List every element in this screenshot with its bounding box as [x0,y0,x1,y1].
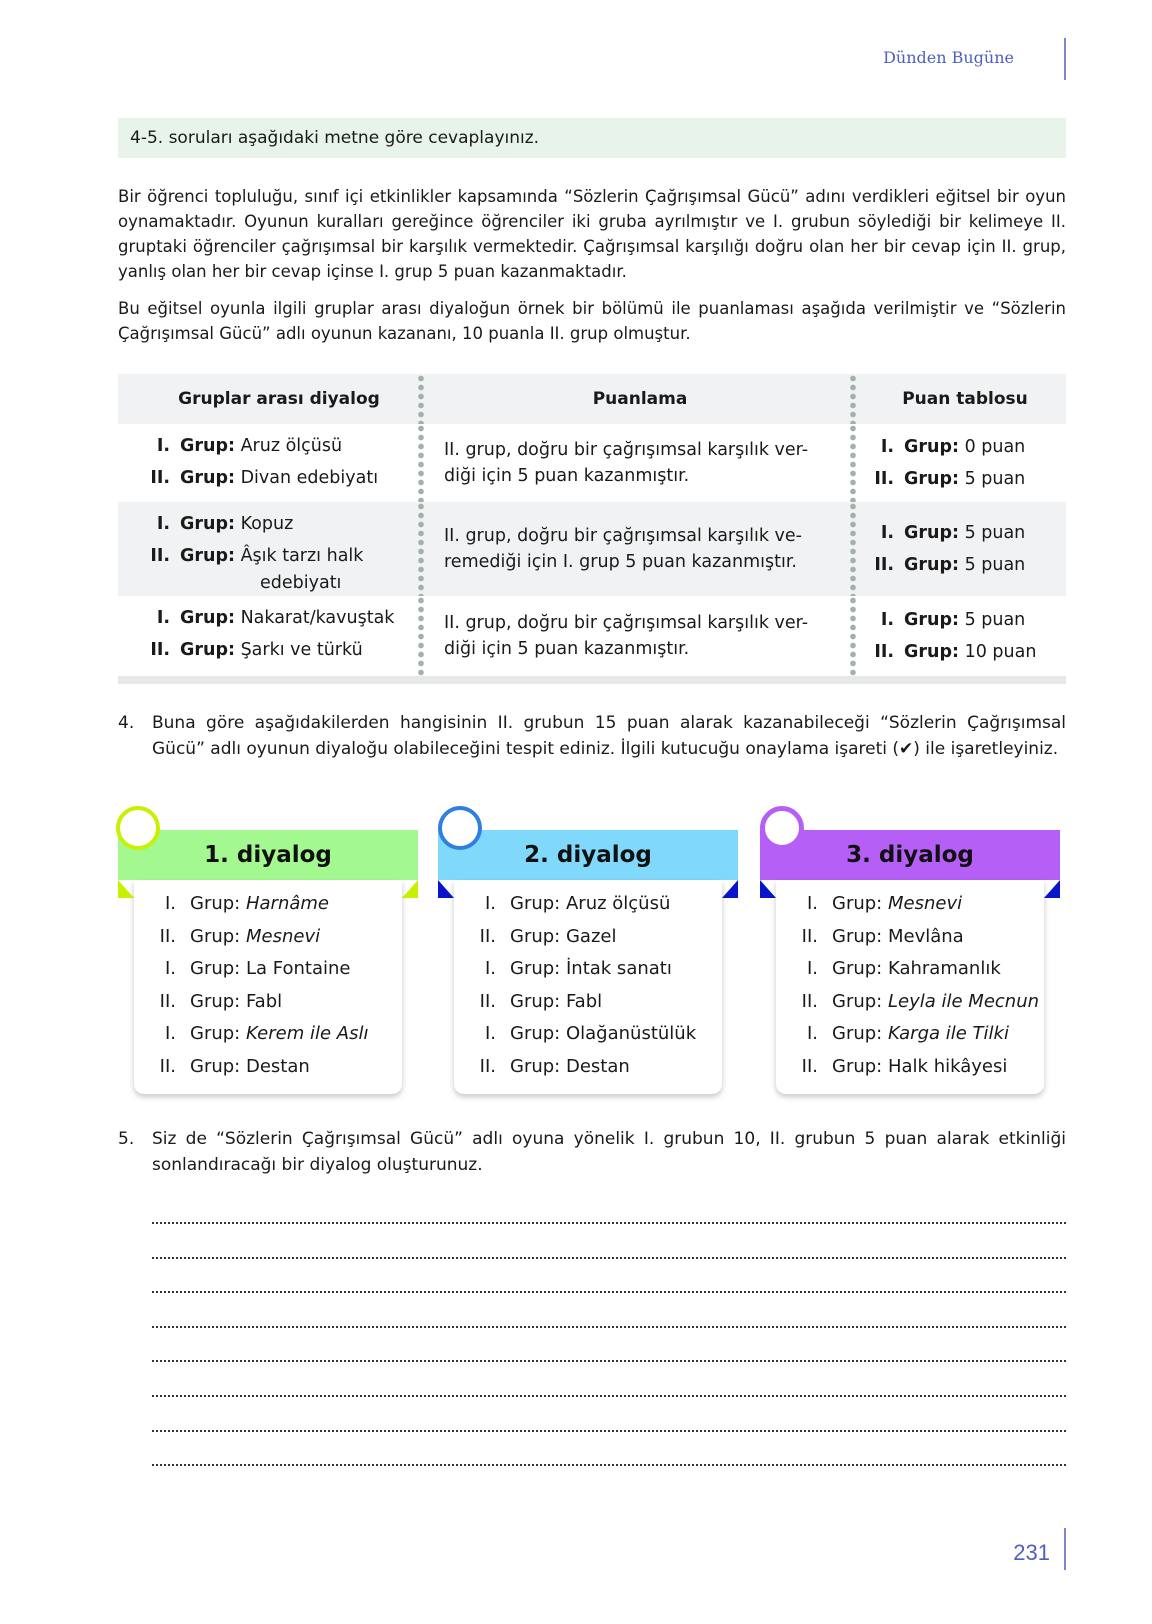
group-label: Grup: [832,1055,883,1077]
answer-line[interactable] [152,1395,1066,1397]
dialog-word: Kerem ile Aslı [245,1023,369,1044]
scoring-text: II. grup, doğru bir çağrışımsal karşılık ve- [444,526,802,546]
dotted-separator [850,596,856,676]
dialog-word: Kahramanlık [887,958,1001,979]
dialog-word: Kopuz [240,514,294,534]
dialog-word: Divan edebiyatı [240,468,379,488]
dotted-separator [418,374,424,424]
group-label: Grup: [904,469,959,489]
dialog-word: Aruz ölçüsü [240,436,343,456]
answer-line[interactable] [152,1291,1066,1293]
dialog-line [776,1051,1044,1084]
score-cell [850,424,1066,502]
dialog-line [140,540,418,572]
card-body [776,880,1044,1094]
page-number: 231 [1013,1540,1050,1565]
dotted-separator [418,502,424,596]
group-label: Grup: [832,958,883,979]
group-label: Grup: [904,642,959,662]
table-header-row [118,374,1066,424]
dialog-word: Mevlâna [887,925,964,947]
score-value: 5 puan [964,555,1026,575]
dialog-word: Harnâme [245,893,329,914]
group-number: II. [801,925,818,947]
dialog-line [134,953,402,986]
group-label: Grup: [510,925,561,947]
group-label: Grup: [190,958,241,979]
card-title: 2. diyalog [524,842,652,868]
group-number: II. [159,925,176,947]
group-number: I. [484,893,496,914]
dialog-line [454,1051,722,1084]
group-label: Grup: [180,436,235,456]
group-label: Grup: [510,1023,561,1044]
answer-line[interactable] [152,1430,1066,1432]
group-number: II. [801,1055,818,1077]
dialog-line [140,634,418,666]
group-label: Grup: [904,437,959,457]
chapter-title: Dünden Bugüne [883,48,1014,67]
group-number: I. [880,523,894,543]
group-label: Grup: [190,990,241,1012]
dialog-line [776,921,1044,954]
table-row [118,424,1066,502]
dialog-line [776,986,1044,1019]
score-line [864,517,1066,549]
group-number: I. [806,893,818,914]
column-header: Puanlama [592,389,688,409]
scoring-text: diği için 5 puan kazanmıştır. [444,466,690,486]
question-4 [118,710,1066,762]
dialog-word: Leyla ile Mecnun [887,990,1040,1012]
table-row [118,502,1066,596]
group-label: Grup: [832,1023,883,1044]
dotted-separator [418,596,424,676]
dialog-word: Şarkı ve türkü [240,640,363,660]
dialog-word: Halk hikâyesi [887,1055,1008,1077]
group-number: II. [801,990,818,1012]
score-line [864,604,1066,636]
group-number: II. [479,1055,496,1077]
score-cell [850,596,1066,676]
group-label: Grup: [904,523,959,543]
dotted-separator [850,374,856,424]
column-header: Puan tablosu [902,389,1028,409]
dialog-line [134,921,402,954]
dialog-cell [118,596,418,676]
dialog-cell [118,502,418,596]
score-value: 5 puan [964,610,1026,630]
group-number: II. [479,990,496,1012]
scoring-cell [418,596,850,676]
dotted-separator [418,424,424,502]
group-number: II. [150,640,170,660]
dialog-line [134,888,402,921]
group-label: Grup: [510,990,561,1012]
group-label: Grup: [510,958,561,979]
group-number: II. [159,1055,176,1077]
dotted-separator [850,424,856,502]
dialog-line [140,462,418,494]
scoring-cell [418,502,850,596]
group-label: Grup: [904,610,959,630]
dialog-word: Mesnevi [245,925,321,947]
group-number: II. [150,468,170,488]
dialog-line [140,508,418,540]
card-body [454,880,722,1094]
dialog-word: Destan [565,1055,630,1077]
dialog-line [140,430,418,462]
dialog-word: Gazel [565,925,617,947]
table-row [118,596,1066,676]
score-line [864,636,1066,668]
dialog-line [776,1018,1044,1051]
dialog-line [454,1018,722,1051]
group-label: Grup: [180,514,235,534]
dialog-word-continued: edebiyatı [260,573,342,593]
dotted-separator [850,502,856,596]
group-label: Grup: [832,925,883,947]
header-rule [1064,38,1066,80]
intro-paragraph: Bu eğitsel oyunla ilgili gruplar arası diyaloğun örnek bir bölümü ile puanlaması aşağıda verilmiştir ve “Sözlerin Çağrışımsal Gücü” adlı oyunun kazananı, 10 puanla II. grup olmuştur. [118,299,1066,343]
answer-line[interactable] [152,1222,1066,1224]
dialog-word: Fabl [565,990,603,1012]
group-label: Grup: [190,1023,241,1044]
dialog-line [776,953,1044,986]
answer-line[interactable] [152,1360,1066,1362]
group-number: I. [806,958,818,979]
score-value: 5 puan [964,523,1026,543]
group-number: II. [479,925,496,947]
score-value: 0 puan [964,437,1026,457]
group-number: I. [156,608,170,628]
score-line [864,463,1066,495]
group-number: I. [484,1023,496,1044]
dialog-line [140,602,418,634]
footer-rule [1064,1528,1066,1570]
scoring-table [118,374,1066,684]
group-number: II. [874,642,894,662]
group-label: Grup: [832,893,883,914]
group-label: Grup: [180,608,235,628]
question-text: Siz de “Sözlerin Çağrışımsal Gücü” adlı oyuna yönelik I. grubun 10, II. grubun 5 puan alarak etkinliği sonlandıracağı bir diyalog oluşturunuz. [152,1129,1066,1175]
card-title: 3. diyalog [846,842,974,868]
answer-line[interactable] [152,1257,1066,1259]
group-number: I. [164,893,176,914]
score-value: 10 puan [964,642,1037,662]
fold-corner [438,880,454,898]
fold-corner [760,880,776,898]
group-number: II. [150,546,170,566]
score-line [864,549,1066,581]
fold-corner [1044,880,1060,898]
group-label: Grup: [832,990,883,1012]
dialog-line [134,1018,402,1051]
group-label: Grup: [180,640,235,660]
fold-corner [118,880,134,898]
dialog-line [134,1051,402,1084]
instruction-bar: 4-5. soruları aşağıdaki metne göre cevaplayınız. [118,118,1066,158]
group-label: Grup: [904,555,959,575]
group-label: Grup: [510,893,561,914]
question-number: 4. [118,713,135,733]
group-label: Grup: [190,925,241,947]
group-number: I. [156,436,170,456]
group-number: II. [874,555,894,575]
scoring-text: II. grup, doğru bir çağrışımsal karşılık ver- [444,440,809,460]
dialog-line [134,986,402,1019]
group-number: I. [880,610,894,630]
group-label: Grup: [510,1055,561,1077]
dialog-word: La Fontaine [245,958,351,979]
group-label: Grup: [190,1055,241,1077]
scoring-cell [418,424,850,502]
intro-paragraph: Bir öğrenci topluluğu, sınıf içi etkinlikler kapsamında “Sözlerin Çağrışımsal Gücü” adını verdikleri eğitsel bir oyun oynamaktadır. Oyunun kuralları gereğince öğrenciler iki gruba ayrılmıştır ve I. grubun söylediği bir kelimeye II. gruptaki öğrenciler çağrışımsal bir karşılık vermektedir. Çağrışımsal karşılığı doğru olan her bir cevap için II. grup, yanlış olan her bir cevap içinse I. grup 5 puan kazanmaktadır. [118,187,1066,281]
scoring-text: II. grup, doğru bir çağrışımsal karşılık ver- [444,613,809,633]
question-5 [118,1126,1066,1178]
table-bottom-border [118,676,1066,684]
dialog-word: İntak sanatı [565,958,672,979]
score-line [864,431,1066,463]
dialog-word: Destan [245,1055,310,1077]
dialog-line [776,888,1044,921]
dialog-word: Fabl [245,990,283,1012]
fold-corner [402,880,418,898]
dialog-word: Nakarat/kavuştak [240,608,395,628]
card-body [134,880,402,1094]
question-number: 5. [118,1129,135,1149]
answer-line[interactable] [152,1464,1066,1466]
group-number: I. [806,1023,818,1044]
dialog-cell [118,424,418,502]
dialog-word: Mesnevi [887,893,963,914]
group-number: I. [156,514,170,534]
dialog-word: Olağanüstülük [565,1023,697,1044]
score-cell [850,502,1066,596]
dialog-line [454,888,722,921]
score-value: 5 puan [964,469,1026,489]
group-label: Grup: [180,546,235,566]
group-number: I. [164,1023,176,1044]
dialog-line [454,986,722,1019]
group-number: II. [874,469,894,489]
group-label: Grup: [190,893,241,914]
group-number: I. [484,958,496,979]
dialog-word: Aruz ölçüsü [565,893,671,914]
scoring-text: diği için 5 puan kazanmıştır. [444,639,690,659]
dialog-word: Karga ile Tilki [887,1023,1009,1044]
dialog-line [454,953,722,986]
answer-line[interactable] [152,1326,1066,1328]
group-number: II. [159,990,176,1012]
scoring-text: remediği için I. grup 5 puan kazanmıştır. [444,552,797,572]
group-number: I. [164,958,176,979]
card-title: 1. diyalog [204,842,332,868]
column-header: Gruplar arası diyalog [178,389,380,409]
dialog-line [454,921,722,954]
question-text: Buna göre aşağıdakilerden hangisinin II. grubun 15 puan alarak kazanabileceği “Sözlerin Çağrışımsal Gücü” adlı oyunun diyaloğu olabileceğini tespit ediniz. İlgili kutucuğu onaylama işareti (✔) ile işaretleyiniz. [152,713,1066,759]
fold-corner [722,880,738,898]
dialog-word: Âşık tarzı halk [240,546,364,566]
group-label: Grup: [180,468,235,488]
group-number: I. [880,437,894,457]
